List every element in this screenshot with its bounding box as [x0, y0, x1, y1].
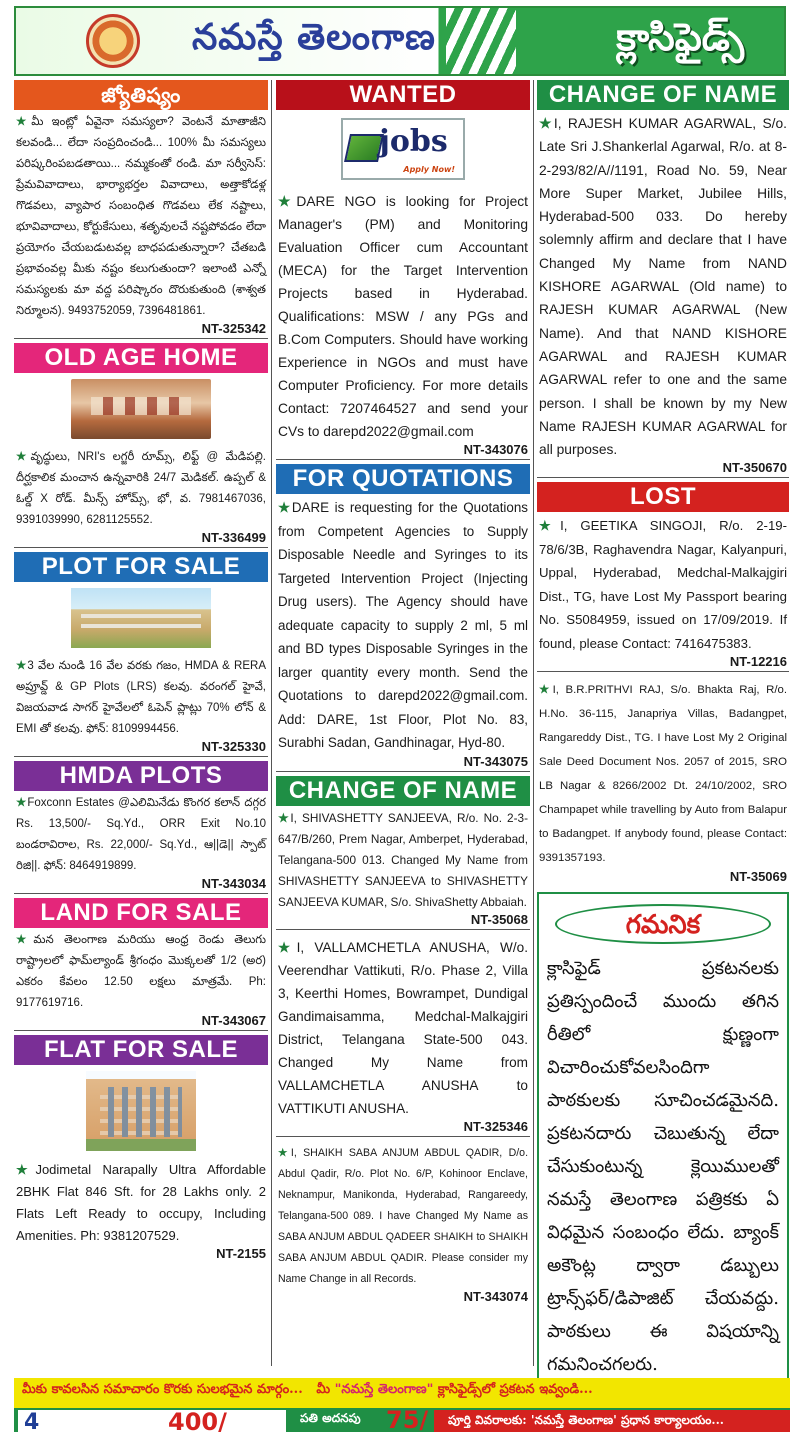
quotations-header: FOR QUOTATIONS — [276, 464, 530, 494]
change-of-name-header: CHANGE OF NAME — [537, 80, 789, 110]
paper-name: నమస్తే తెలంగాణ — [192, 16, 436, 58]
star-icon: ★ — [278, 194, 297, 209]
star-icon: ★ — [539, 518, 561, 534]
notice-header: గమనిక — [555, 904, 771, 944]
plot-for-sale-ad — [14, 552, 268, 757]
old-age-home-text: ★వృద్ధులు, NRI's లగ్జరీ రూమ్స్, లిఫ్ట్ @ మేడిపల్లి. దీర్ఘకాలిక మంచాన ఉన్నవారికి 24/7 మెడికల్. ఉప్పల్ & ఓల్డ్ X రోడ్. మీన్స్ హోమ్స్, భో, వ. 7981467036, 9391039990, 6281125552. — [16, 451, 267, 526]
ad-code: NT-325330 — [14, 740, 268, 757]
star-icon: ★ — [539, 116, 554, 131]
plot-for-sale-header: PLOT FOR SALE — [14, 552, 268, 582]
star-icon: ★ — [539, 684, 553, 697]
ad-code: NT-343034 — [14, 877, 268, 894]
ad-code: NT-325342 — [14, 322, 268, 339]
wanted-header: WANTED — [276, 80, 530, 110]
old-age-home-photo — [71, 379, 211, 439]
change-of-name-ads — [276, 776, 530, 1306]
jobs-logo-text: jobs — [379, 124, 448, 159]
ad-code: NT-343076 — [276, 443, 530, 460]
change-of-name-header: CHANGE OF NAME — [276, 776, 530, 806]
goddess-logo-icon — [86, 14, 140, 68]
footer-line-1: మీకు కావలసిన సమాచారం కొరకు సులభమైన మార్గం... మీ "నమస్తే తెలంగాణ" క్లాసిఫైడ్స్‌లో ప్రకటన ఇవ్వండి... — [22, 1382, 593, 1397]
star-icon: ★ — [16, 660, 28, 672]
hmda-plots-ad — [14, 761, 268, 894]
column-2 — [276, 80, 530, 1310]
footer-count: 4 — [24, 1410, 40, 1432]
land-for-sale-ad — [14, 898, 268, 1031]
flat-for-sale-header: FLAT FOR SALE — [14, 1035, 268, 1065]
star-icon: ★ — [16, 1162, 36, 1177]
column-3 — [537, 80, 789, 1391]
hmda-plots-text: ★Foxconn Estates @ఎలిమినేడు కొంగర కలాన్ దగ్గర Rs. 13,500/- Sq.Yd., ORR Exit No.10 బండరావిరాల, Rs. 22,000/- Sq.Yd., ఆ||డె|| స్పాట్ రిజి||. ఫోన్: 8464919899. — [16, 797, 266, 872]
star-icon: ★ — [16, 797, 28, 809]
footer-contact: పూర్తి వివరాలకు: 'నమస్తే తెలంగాణ' ప్రధాన కార్యాలయం... — [434, 1410, 790, 1432]
change-of-name-text: ★I, SHAIKH SABA ANJUM ABDUL QADIR, D/o. Abdul Qadir, R/o. Plot No. 6/P, Kohinoor Enclave, Neknampur, Manikonda, Hyderabad, Rangareedy, Telangana-500 089. I have Changed My Name as SABA ANJUM ABDUL QADEER SHAIKH to SHAIKH SABA ANJUM ABDUL QADIR. Please consider my Name Change in all Records. — [278, 1146, 529, 1285]
astrology-ad — [14, 80, 268, 339]
ad-code: NT-12216 — [537, 655, 789, 672]
star-icon: ★ — [16, 934, 34, 946]
ad-code: NT-35068 — [276, 913, 530, 930]
column-1 — [14, 80, 268, 1267]
notice-text: క్లాసిఫైడ్ ప్రకటనలకు ప్రతిస్పందించే ముందు తగిన రీతిలో క్షుణ్ణంగా విచారించుకోవలసిందిగా పాఠకులకు సూచించడమైనది. ప్రకటనదారు చెబుతున్న లేదా చేసుకుంటున్న క్లెయిములతో నమస్తే తెలంగాణ పత్రికకు ఏ విధమైన సంబంధం లేదు. బ్యాంక్ అకౌంట్ల ద్వారా డబ్బులు ట్రాన్స్‌ఫర్/డిపాజిట్ చేయవద్దు. పాఠకులు ఈ విషయాన్ని గమనించగలరు. — [547, 958, 779, 1376]
land-for-sale-header: LAND FOR SALE — [14, 898, 268, 928]
masthead-stripes — [446, 8, 516, 74]
wanted-ad — [276, 80, 530, 460]
ad-code: NT-35069 — [729, 869, 787, 885]
section-name: క్లాసిఫైడ్స్ — [616, 14, 744, 59]
ad-code: NT-343067 — [14, 1014, 268, 1031]
change-of-name-text: ★I, RAJESH KUMAR AGARWAL, S/o. Late Sri J.Shankerlal Agarwal, R/o. at 8-2-293/82/A//1191, Road No. 59, Near More Super Market, Jubilee Hills, Hyderabad-500 033. Do hereby solemnly affirm and declare that I have Changed My Name from NAND KISHORE AGARWAL (Old name) to RAJESH KUMAR AGARWAL (New Name). And that NAND KISHORE AGARWAL and RAJESH KUMAR AGARWAL refer to one and the same person. I shall be known by my New Name RAJESH KUMAR AGARWAL for all purposes. — [539, 116, 787, 458]
footer-line-2 — [14, 1408, 790, 1432]
astrology-text: ★మీ ఇంట్లో ఏవైనా సమస్యలా? వెంటనే మాతాజీని కలవండి... లేదా సంప్రదించండి... 100% మీ సమస్యలు పరిష్కరింపబడతాయి... నమ్మకంతో రండి. మా సర్వీసెస్: ప్రేమవివాదాలు, భార్యాభర్తల వివాదాలు, అత్తాకోడళ్ల గొడవలు, వ్యాపార సంబంధిత గొడవలు లేక నష్టాలు, భూవివాదాలు, కోర్టుకేసులు, శతృవులచే నష్టపోవడం లేదా ప్రయోగం చేయబడుటవల్ల బాధపడుతున్నారా? చేతబడి ప్రభావంవల్ల మీకు నష్టం కలుగుతుందా? ఇలాంటి ఎన్నో సమస్యలకు మా వద్ద పరిష్కారం దొరుకుతుంది (శాశ్వత నిర్మూలన). 9493752059, 7396481861. — [16, 116, 267, 317]
ad-code: NT-350670 — [537, 461, 789, 478]
quotations-ad — [276, 464, 530, 772]
old-age-home-ad — [14, 343, 268, 548]
lost-text: ★I, B.R.PRITHVI RAJ, S/o. Bhakta Raj, R/o. H.No. 36-115, Janapriya Villas, Badangpet, Rangareddy Dist., TG. I have Lost My 2 Original Sale Deed Document Nos. 2057 of 2015, SRO LB Nagar & 8266/2002 Dt. 24/10/2002, SRO Champapet while travelling by Auto from Balapur to Badangpet. If anybody found, please Contact: 9391357193. — [539, 684, 787, 865]
jobs-logo-subtext: Apply Now! — [403, 165, 455, 174]
land-for-sale-text: ★మన తెలంగాణ మరియు ఆంధ్ర రెండు తెలుగు రాష్ట్రాలలో ఫామ్‌ల్యాండ్ శ్రీగంధం మొక్కలతో 1/2 (అర) ఎకరం కేవలం 12.50 లక్షలు మాత్రమే. Ph: 9177619716. — [16, 934, 266, 1009]
ad-code: NT-2155 — [216, 1246, 266, 1261]
star-icon: ★ — [278, 939, 297, 955]
plot-for-sale-text: ★3 వేల నుండి 16 వేల వరకు గజం, HMDA & RERA అప్రూవ్డ్ & GP Plots (LRS) కలవు. వరంగల్ హైవే, విజయవాడ సాగర్ హైవేలలో ఓపెన్ ప్లాట్లు 70% లోన్ & EMI తో కలవు. ఫోన్: 8109994456. — [16, 660, 266, 735]
ad-code: NT-325346 — [276, 1120, 530, 1137]
notice-box — [537, 892, 789, 1391]
masthead — [14, 6, 786, 76]
footer-extra-price: 75/ — [386, 1406, 429, 1432]
column-divider — [533, 80, 534, 1366]
change-of-name-text: ★I, SHIVASHETTY SANJEEVA, R/o. No. 2-3-647/B/260, Prem Nagar, Amberpet, Hyderabad, Telangana-500 013. Changed My Name from SHIVASHETTY SANJEEVA to SHIVASHETTY SANJEEVA KUMAR, S/o. ShivaShetty Abbaiah. — [278, 810, 529, 909]
footer-banner — [14, 1378, 790, 1432]
footer-price: 400/ — [168, 1408, 227, 1432]
footer-price-box — [18, 1410, 286, 1432]
ad-code: NT-336499 — [14, 531, 268, 548]
star-icon: ★ — [16, 116, 32, 128]
star-icon: ★ — [278, 500, 292, 515]
lost-text: ★I, GEETIKA SINGOJI, R/o. 2-19-78/6/3B, Raghavendra Nagar, Kalyanpuri, Uppal, Hyderabad, Medchal-Malkajgiri Dist., TG, have Lost My Passport bearing No. S5084959, issued on 17/09/2019. If found, please Contact: 7416475383. — [539, 518, 788, 651]
change-of-name-ad — [537, 80, 789, 478]
quotations-text: ★DARE is requesting for the Quotations from Competent Agencies to Supply Disposable Needle and Syringes to its Targeted Intervention Project (Injecting Drug users). The Agency should have adequate capacity to supply 2 ml, 5 ml and BD types Disposable Syringes in the larger quantity every month. Send the Quotations to darepd2022@gmail.com. Add: DARE, 1st Floor, Plot No. 83, Surabhi Sadan, Gandhinagar, Hyd-80. — [278, 500, 528, 750]
ad-code: NT-343075 — [276, 755, 530, 772]
computer-icon — [344, 134, 384, 162]
flat-for-sale-text: ★Jodimetal Narapally Ultra Affordable 2BHK Flat 846 Sft. for 28 Lakhs only. 2 Flats Left Ready to occupy, Including Amenities. Ph: 9381207529. — [16, 1162, 266, 1243]
astrology-header: జ్యోతిష్యం — [14, 80, 268, 110]
star-icon: ★ — [278, 1146, 291, 1159]
lost-ads — [537, 482, 789, 886]
jobs-logo — [341, 118, 465, 180]
ad-code: NT-343074 — [463, 1288, 528, 1304]
star-icon: ★ — [16, 451, 31, 463]
wanted-text: ★DARE NGO is looking for Project Manager's (PM) and Monitoring Evaluation Officer cum Accountant (MECA) for the Target Intervention Projects based in Hyderabad. Qualifications: MSW / any PGs and B.Com Computers. Should have working Experience in NGOs and must have Computer Proficiency. For more details Contact: 7207464527 and send your CVs to darepd2022@gmail.com — [278, 194, 529, 439]
star-icon: ★ — [278, 810, 291, 825]
old-age-home-header: OLD AGE HOME — [14, 343, 268, 373]
apartment-photo — [86, 1071, 196, 1151]
column-divider — [271, 80, 272, 1366]
flat-for-sale-ad — [14, 1035, 268, 1263]
lost-header: LOST — [537, 482, 789, 512]
plot-photo — [71, 588, 211, 648]
hmda-plots-header: HMDA PLOTS — [14, 761, 268, 791]
change-of-name-text: ★I, VALLAMCHETLA ANUSHA, W/o. Veerendhar Vattikuti, R/o. Phase 2, Villa 3, Keerthi Homes, Bowrampet, Dundigal Gandimaisamma, Medchal-Malkajgiri District, Telangana State-500 043. Changed My Name from VALLAMCHETLA ANUSHA to VATTIKUTI ANUSHA. — [278, 939, 528, 1116]
footer-tag: పతి అదనపు — [300, 1411, 361, 1425]
